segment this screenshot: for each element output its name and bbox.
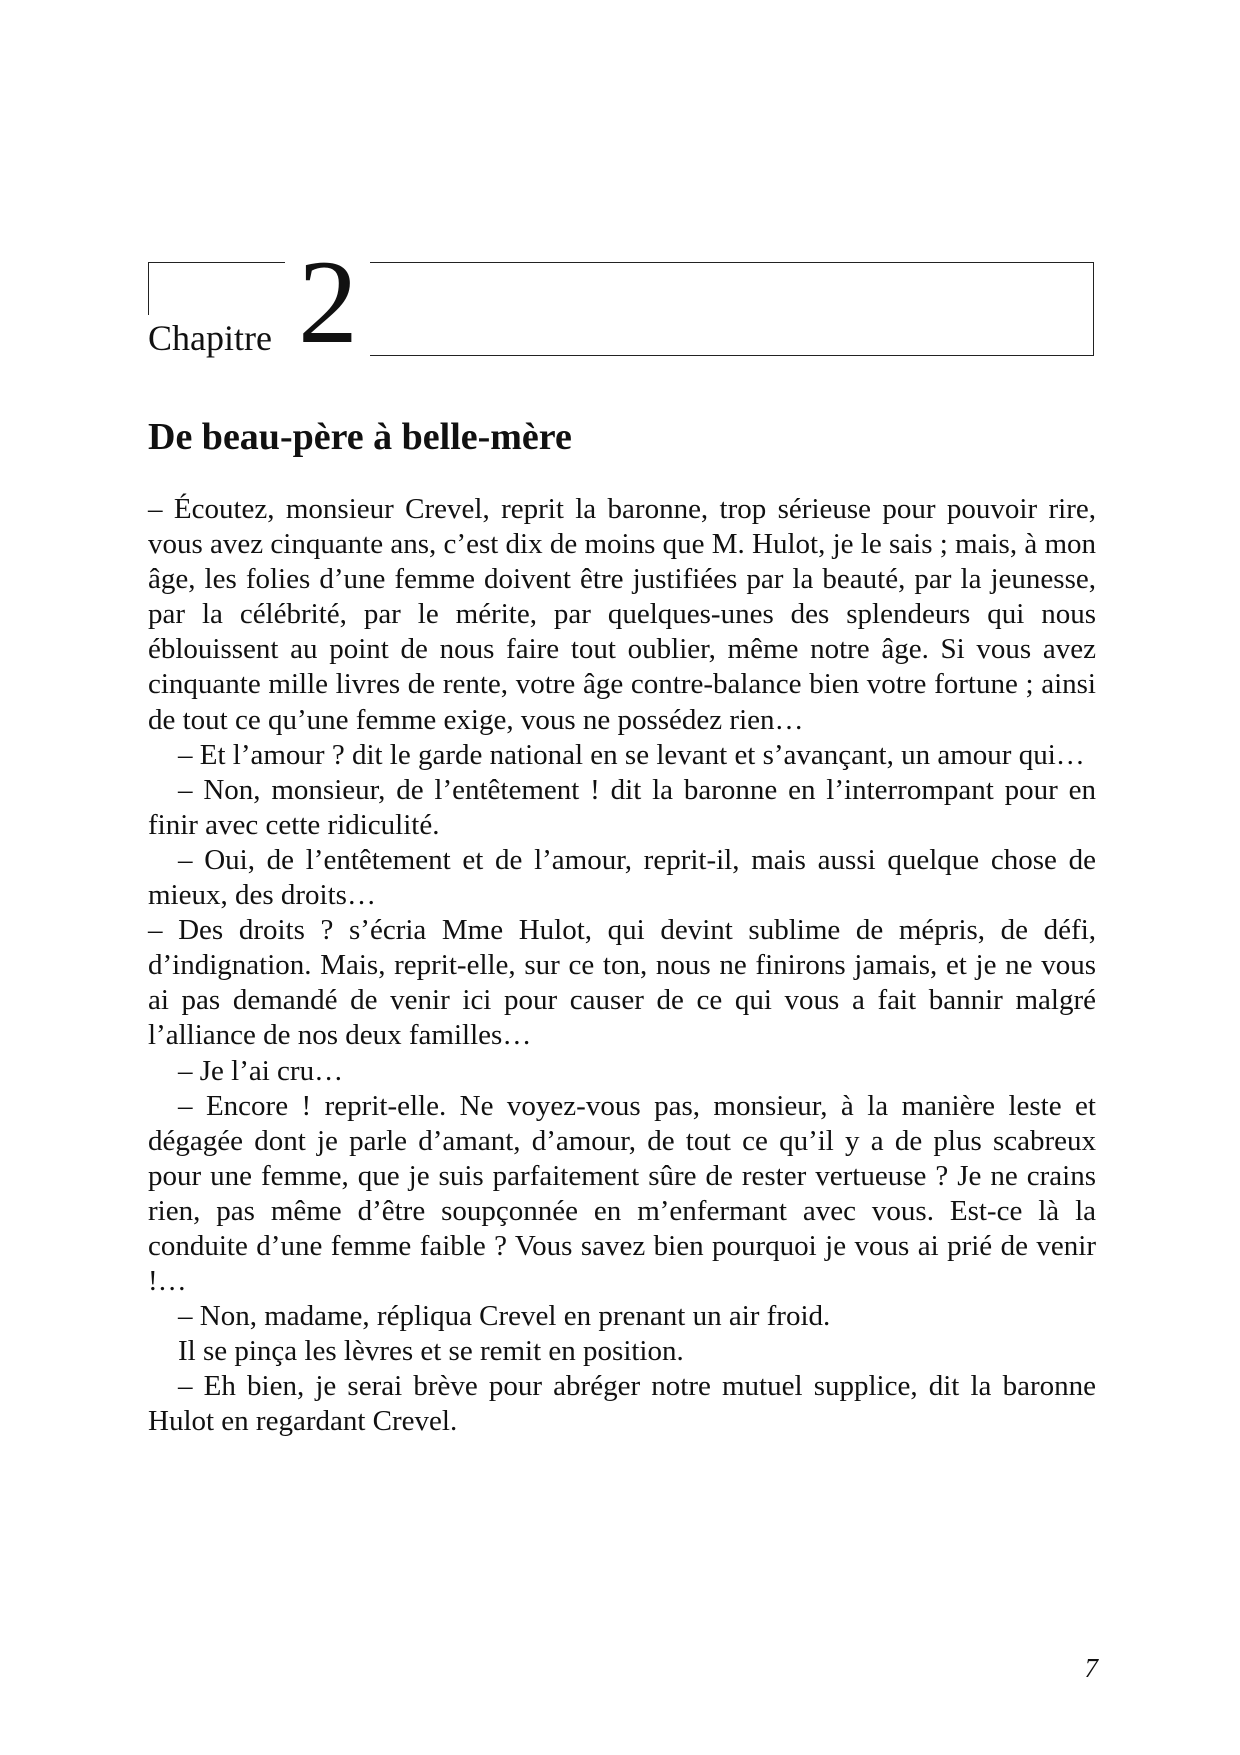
paragraph: – Des droits ? s’écria Mme Hulot, qui devint sublime de mépris, de défi, d’indignation. Mais, reprit-elle, sur ce ton, nous ne finirons jamais, et je ne vous ai pas demandé de venir ici pour causer de ce qui vous a fait bannir malgré l’alliance de nos deux familles… (148, 914, 1096, 1052)
paragraph: – Je l’ai cru… (178, 1054, 344, 1087)
paragraph: – Écoutez, monsieur Crevel, reprit la baronne, trop sérieuse pour pouvoir rire, vous avez cinquante ans, c’est dix de moins que M. Hulot, je le sais ; mais, à mon âge, les folies d’une femme doivent être justifiées par la beauté, par la jeunesse, par la célébrité, par le mérite, par quelques-unes des splendeurs qui nous éblouissent au point de nous faire tout oublier, même notre âge. Si vous avez cinquante mille livres de rente, votre âge contre-balance bien votre fortune ; ainsi de tout ce qu’une femme exige, vous ne possédez rien… (148, 493, 1096, 736)
chapter-frame-right (370, 262, 1094, 356)
chapter-number: 2 (298, 235, 358, 368)
paragraph: Il se pinça les lèvres et se remit en position. (178, 1335, 684, 1368)
chapter-label: Chapitre (148, 318, 272, 358)
paragraph: – Encore ! reprit-elle. Ne voyez-vous pas, monsieur, à la manière leste et dégagée dont je parle d’amant, d’amour, de tout ce qu’il y a de plus scabreux pour une femme, que je suis parfaitement sûre de rester vertueuse ? Je ne crains rien, pas même d’être soupçonnée en m’enfermant avec vous. Est-ce là la conduite d’une femme faible ? Vous savez bien pourquoi je vous ai prié de venir !… (148, 1089, 1096, 1298)
paragraph: – Eh bien, je serai brève pour abréger notre mutuel supplice, dit la baronne Hulot en regardant Crevel. (148, 1370, 1096, 1438)
body-text (148, 492, 1096, 1440)
paragraph: – Et l’amour ? dit le garde national en se levant et s’avançant, un amour qui… (178, 738, 1085, 771)
chapter-frame-left (148, 262, 285, 315)
paragraph: – Non, madame, répliqua Crevel en prenant un air froid. (178, 1300, 831, 1333)
chapter-title: De beau-père à belle-mère (148, 416, 572, 458)
page-number: 7 (1084, 1653, 1098, 1683)
paragraph: – Non, monsieur, de l’entêtement ! dit la baronne en l’interrompant pour en finir avec cette ridiculité. (148, 773, 1096, 841)
paragraph: – Oui, de l’entêtement et de l’amour, reprit-il, mais aussi quelque chose de mieux, des droits… (148, 843, 1096, 912)
chapter-heading (148, 235, 1096, 368)
